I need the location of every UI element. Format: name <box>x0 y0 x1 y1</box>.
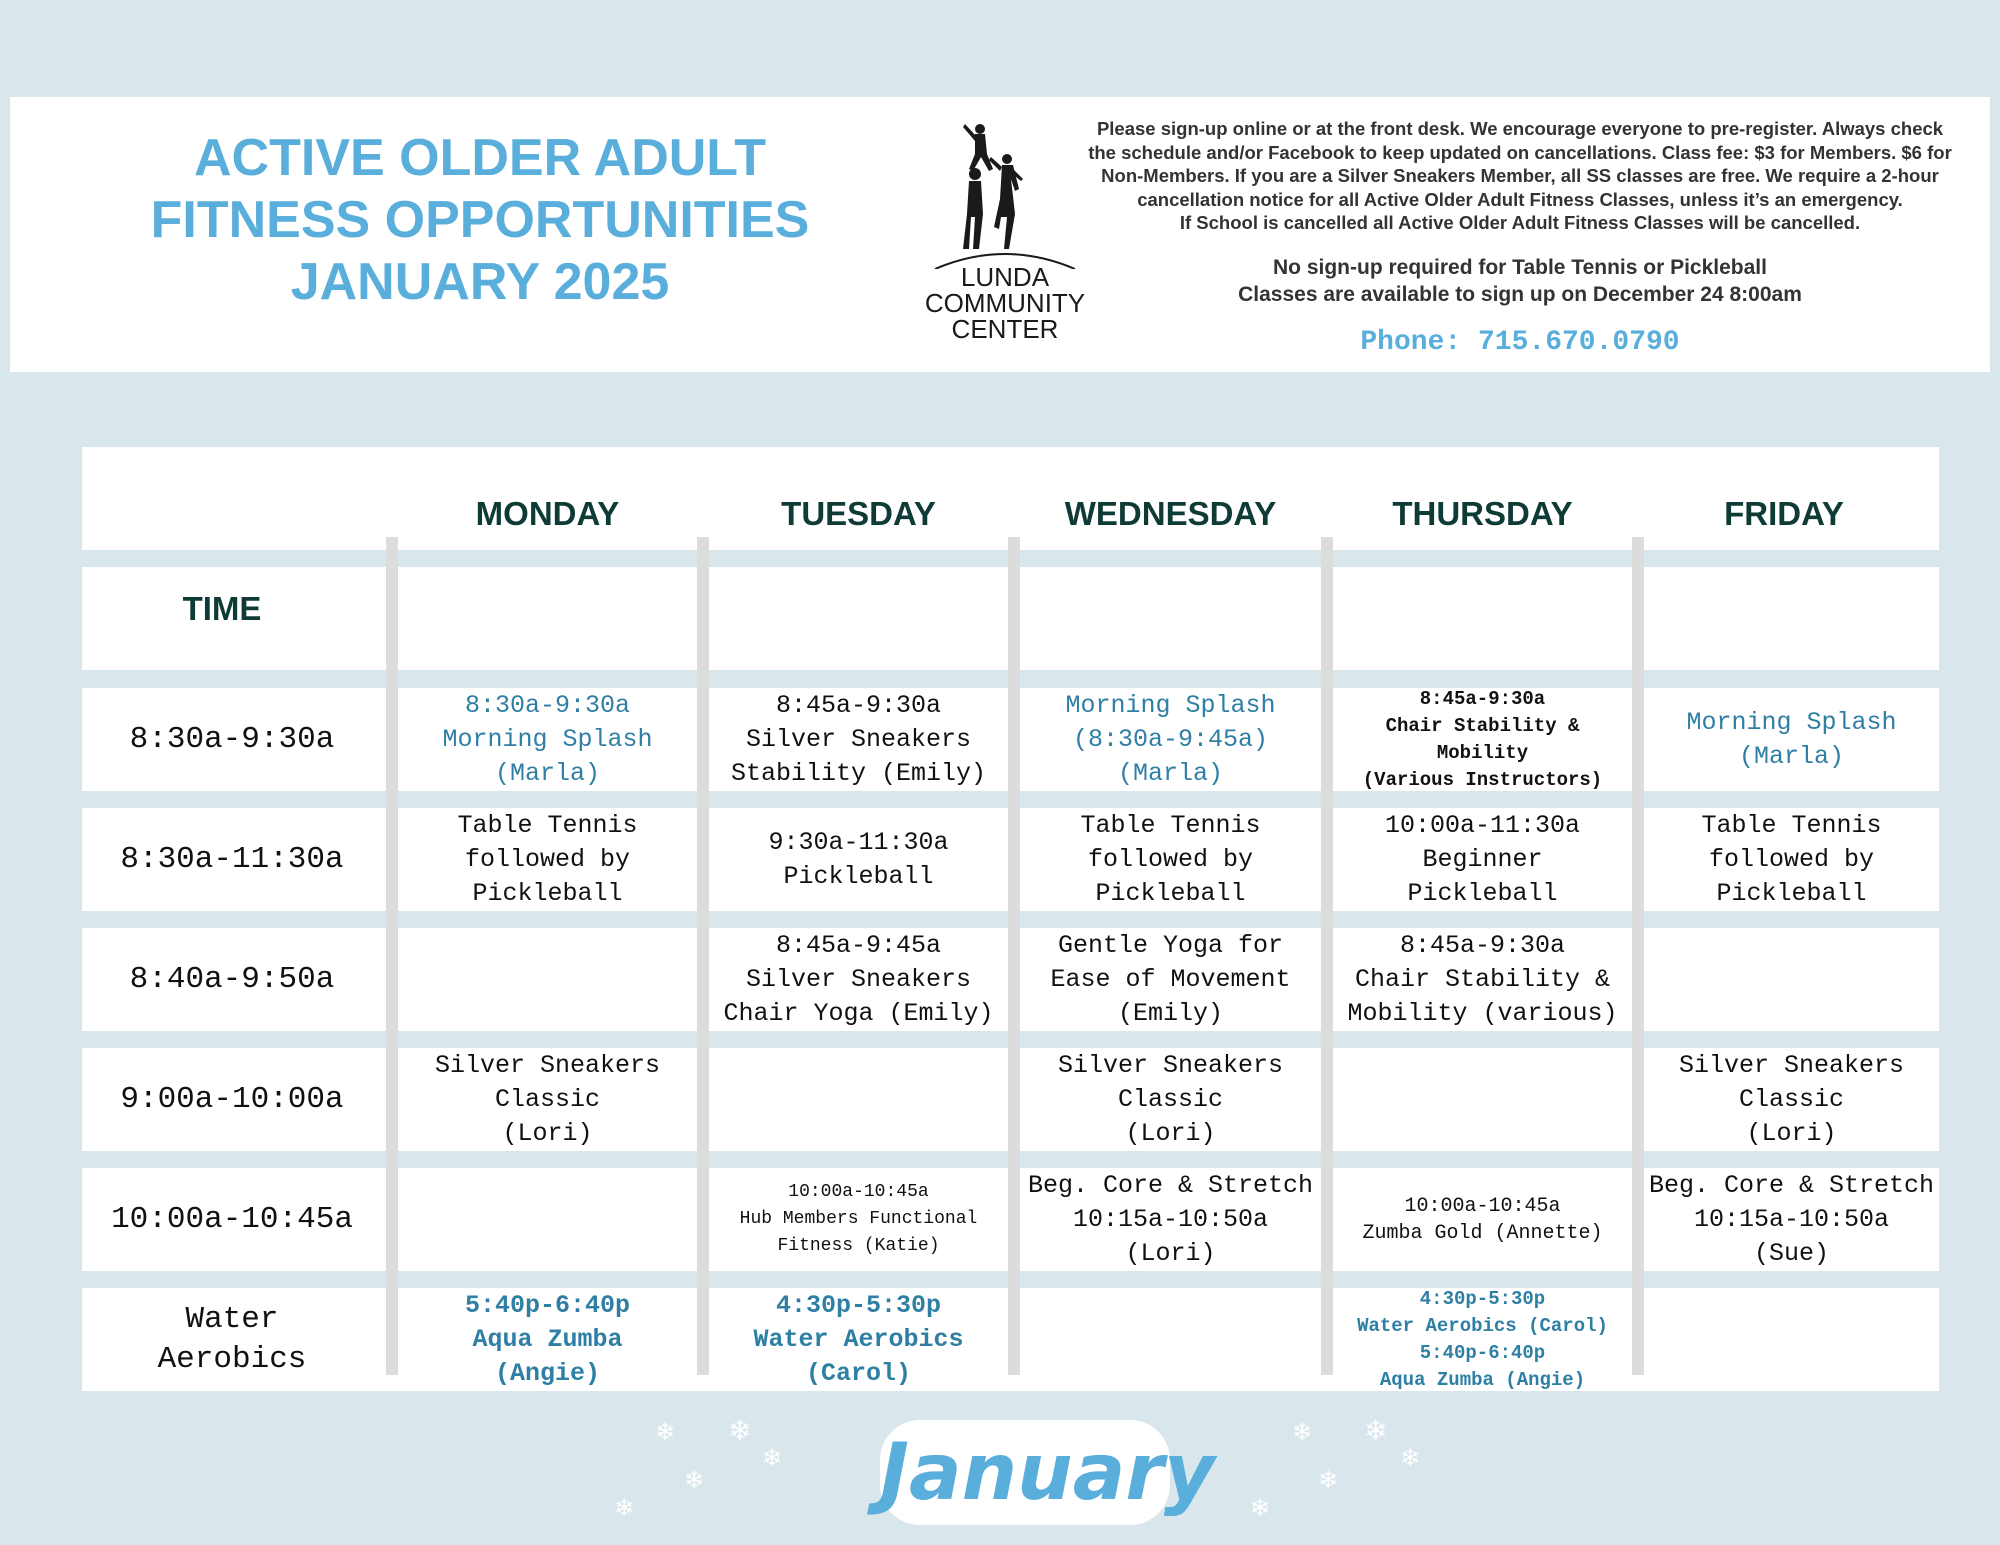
phone-number: Phone: 715.670.0790 <box>1360 327 1680 358</box>
class-cell-monday: Silver Sneakers Classic (Lori) <box>434 1050 661 1148</box>
column-divider <box>1008 537 1020 1375</box>
title-line-2: FITNESS OPPORTUNITIES <box>150 191 810 249</box>
class-cell-thursday: 8:45a-9:30a Chair Stability & Mobility (various) <box>1347 930 1618 1028</box>
day-header-monday: MONDAY <box>475 495 620 532</box>
snowflake-icon: ❄ <box>614 1494 635 1522</box>
day-header-friday: FRIDAY <box>1724 495 1844 532</box>
class-cell-wednesday: Gentle Yoga for Ease of Movement (Emily) <box>1050 930 1291 1028</box>
class-cell-tuesday <box>709 1048 1008 1151</box>
snowflake-icon: ❄ <box>1292 1418 1313 1446</box>
class-cell-wednesday: Beg. Core & Stretch 10:15a-10:50a (Lori) <box>1027 1170 1314 1268</box>
time-label: 8:30a-11:30a <box>120 841 344 877</box>
class-cell-tuesday: 8:45a-9:30a Silver Sneakers Stability (Emily) <box>730 690 987 788</box>
snowflake-icon: ❄ <box>762 1444 783 1472</box>
time-label: 8:30a-9:30a <box>129 721 335 757</box>
class-cell-friday: Morning Splash (Marla) <box>1686 707 1897 771</box>
page-title <box>110 127 850 313</box>
column-divider <box>697 537 709 1375</box>
logo-line-2: COMMUNITY <box>924 288 1086 318</box>
month-badge <box>880 1420 1215 1525</box>
column-divider <box>1321 537 1333 1375</box>
signup-info <box>1060 254 1980 308</box>
snowflake-icon: ❄ <box>728 1414 752 1447</box>
time-label: 9:00a-10:00a <box>120 1081 344 1117</box>
signup-notice <box>1060 117 1980 235</box>
logo-line-3: CENTER <box>951 314 1059 344</box>
column-divider <box>386 537 398 1375</box>
day-header-wednesday: WEDNESDAY <box>1064 495 1277 532</box>
notice-line: Non-Members. If you are a Silver Sneakers Member, all SS classes are free. We require a 2-hour <box>1101 165 1939 186</box>
day-header-tuesday: TUESDAY <box>781 495 936 532</box>
class-cell-tuesday: 8:45a-9:45a Silver Sneakers Chair Yoga (Emily) <box>723 930 994 1028</box>
day-header-thursday: THURSDAY <box>1392 495 1573 532</box>
class-cell-monday <box>398 1168 697 1271</box>
snowflake-icon: ❄ <box>1364 1414 1388 1447</box>
class-cell-friday <box>1644 1288 1939 1391</box>
class-cell-monday <box>398 928 697 1031</box>
header-banner <box>10 97 1990 372</box>
signup-line: No sign-up required for Table Tennis or Pickleball <box>1273 256 1767 279</box>
class-cell-friday: Table Tennis followed by Pickleball <box>1701 810 1882 908</box>
class-cell-friday: Beg. Core & Stretch 10:15a-10:50a (Sue) <box>1648 1170 1935 1268</box>
snowflake-icon: ❄ <box>1400 1444 1421 1472</box>
title-line-1: ACTIVE OLDER ADULT <box>194 129 766 187</box>
notice-line: cancellation notice for all Active Older Adult Fitness Classes, unless it’s an emergency. <box>1137 188 1903 210</box>
class-cell-friday <box>1644 928 1939 1031</box>
class-cell-tuesday: 4:30p-5:30p Water Aerobics (Carol) <box>753 1290 964 1388</box>
notice-line: Please sign-up online or at the front desk. We encourage everyone to pre-register. Always check <box>1096 118 1944 139</box>
time-label: Water Aerobics <box>157 1301 307 1377</box>
logo-line-1: LUNDA <box>960 262 1050 292</box>
class-cell-thursday: 4:30p-5:30p Water Aerobics (Carol) 5:40p-6:40p Aqua Zumba (Angie) <box>1357 1287 1608 1391</box>
snowflake-icon: ❄ <box>1250 1494 1271 1522</box>
class-cell-monday: Table Tennis followed by Pickleball <box>457 810 638 908</box>
class-cell-tuesday: 10:00a-10:45a Hub Members Functional Fitness (Katie) <box>739 1182 978 1256</box>
class-cell-tuesday: 9:30a-11:30a Pickleball <box>768 827 949 891</box>
snowflake-icon: ❄ <box>655 1418 676 1446</box>
class-cell-wednesday: Silver Sneakers Classic (Lori) <box>1057 1050 1284 1148</box>
class-cell-monday: 5:40p-6:40p Aqua Zumba (Angie) <box>464 1290 631 1388</box>
class-cell-wednesday <box>1020 1288 1321 1391</box>
snowflake-icon: ❄ <box>684 1466 705 1494</box>
snowflake-icon: ❄ <box>1318 1466 1339 1494</box>
class-cell-friday: Silver Sneakers Classic (Lori) <box>1678 1050 1905 1148</box>
title-line-3: JANUARY 2025 <box>290 253 670 311</box>
time-column-header: TIME <box>182 590 262 627</box>
notice-line: If School is cancelled all Active Older Adult Fitness Classes will be cancelled. <box>1179 212 1861 233</box>
column-divider <box>1632 537 1644 1375</box>
signup-line: Classes are available to sign up on December 24 8:00am <box>1238 283 1802 306</box>
class-cell-thursday: 8:45a-9:30a Chair Stability & Mobility (Various Instructors) <box>1362 687 1603 791</box>
class-cell-monday: 8:30a-9:30a Morning Splash (Marla) <box>442 690 653 788</box>
class-cell-wednesday: Table Tennis followed by Pickleball <box>1080 810 1261 908</box>
time-label: 10:00a-10:45a <box>111 1201 353 1237</box>
class-cell-thursday <box>1333 1048 1632 1151</box>
class-cell-thursday: 10:00a-11:30a Beginner Pickleball <box>1384 810 1581 908</box>
notice-line: the schedule and/or Facebook to keep updated on cancellations. Class fee: $3 for Members. $6 for <box>1088 141 1952 163</box>
month-label: January <box>880 1428 1215 1518</box>
class-cell-wednesday: Morning Splash (8:30a-9:45a) (Marla) <box>1065 690 1276 788</box>
time-label: 8:40a-9:50a <box>129 961 335 997</box>
class-cell-thursday: 10:00a-10:45a Zumba Gold (Annette) <box>1362 1194 1603 1245</box>
